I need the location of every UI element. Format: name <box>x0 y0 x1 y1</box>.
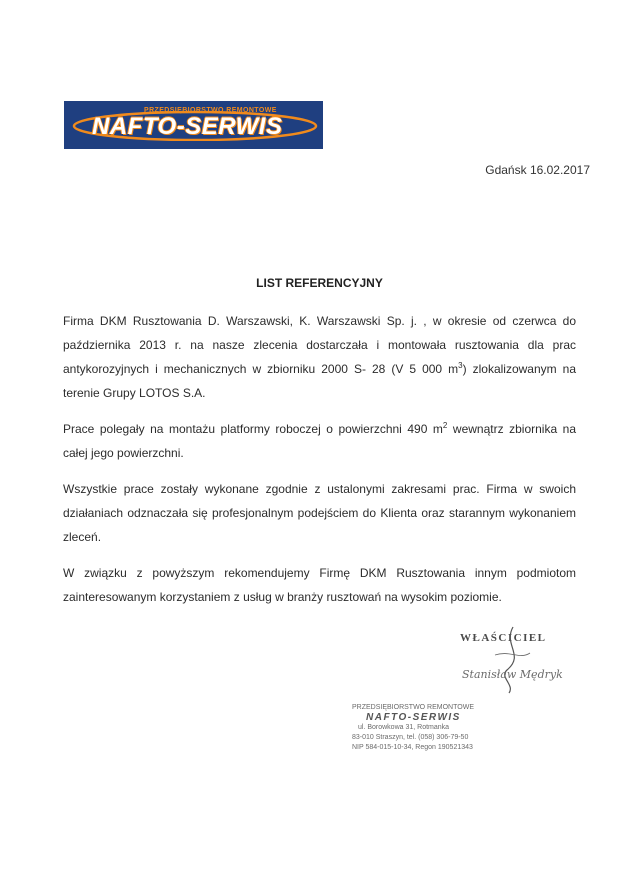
company-stamp <box>352 703 502 753</box>
signature-scribble-icon <box>485 625 535 695</box>
paragraph-1-text: Firma DKM Rusztowania D. Warszawski, K. Warszawski Sp. j. , w okresie od czerwca do października 2013 r. na nasze zlecenia dostarczała i montowała rusztowania dla prac antykorozyjnych i mechanicznych w zbiorniku 2000 S- 28 (V 5 000 m <box>63 314 576 376</box>
logo-top-text: PRZEDSIĘBIORSTWO REMONTOWE <box>144 107 277 114</box>
stamp-phone: 83-010 Straszyn, tel. (058) 306-79-50 <box>352 734 469 741</box>
stamp-address: ul. Borowkowa 31, Rotmanka <box>358 724 450 731</box>
signature-name: Stanisław Mędryk <box>462 668 563 681</box>
paragraph-2 <box>63 417 576 465</box>
owner-label: WŁAŚCICIEL <box>460 632 547 644</box>
paragraph-4: W związku z powyższym rekomendujemy Firmę DKM Rusztowania innym podmiotom zainteresowanym korzystaniem z usług w branży rusztowań na wysokim poziomie. <box>63 566 576 604</box>
letter-body <box>63 309 576 621</box>
paragraph-1-tail: ) zlokalizowanym na terenie Grupy LOTOS S.A. <box>63 362 577 400</box>
stamp-company-name: NAFTO-SERWIS <box>366 712 461 723</box>
superscript-2: 2 <box>442 421 448 430</box>
letter-title: LIST REFERENCYJNY <box>256 276 383 290</box>
paragraph-2-text: Prace polegały na montażu platformy roboczej o powierzchni 490 m <box>63 422 443 436</box>
stamp-nip-regon: NIP 584-015-10-34, Regon 190521343 <box>352 744 473 751</box>
letter-date: Gdańsk 16.02.2017 <box>485 163 590 177</box>
superscript-3: 3 <box>458 361 463 370</box>
logo-main-text: NAFTO-SERWIS <box>92 113 283 140</box>
paragraph-2-tail: wewnątrz zbiornika na całej jego powierzchni. <box>63 422 577 460</box>
company-logo <box>64 101 323 149</box>
stamp-line-1: PRZEDSIĘBIORSTWO REMONTOWE <box>352 704 474 711</box>
paragraph-1 <box>63 309 576 405</box>
paragraph-3: Wszystkie prace zostały wykonane zgodnie z ustalonymi zakresami prac. Firma w swoich działaniach odznaczała się profesjonalnym podejściem do Klienta oraz starannym wykonaniem zleceń. <box>63 482 576 544</box>
